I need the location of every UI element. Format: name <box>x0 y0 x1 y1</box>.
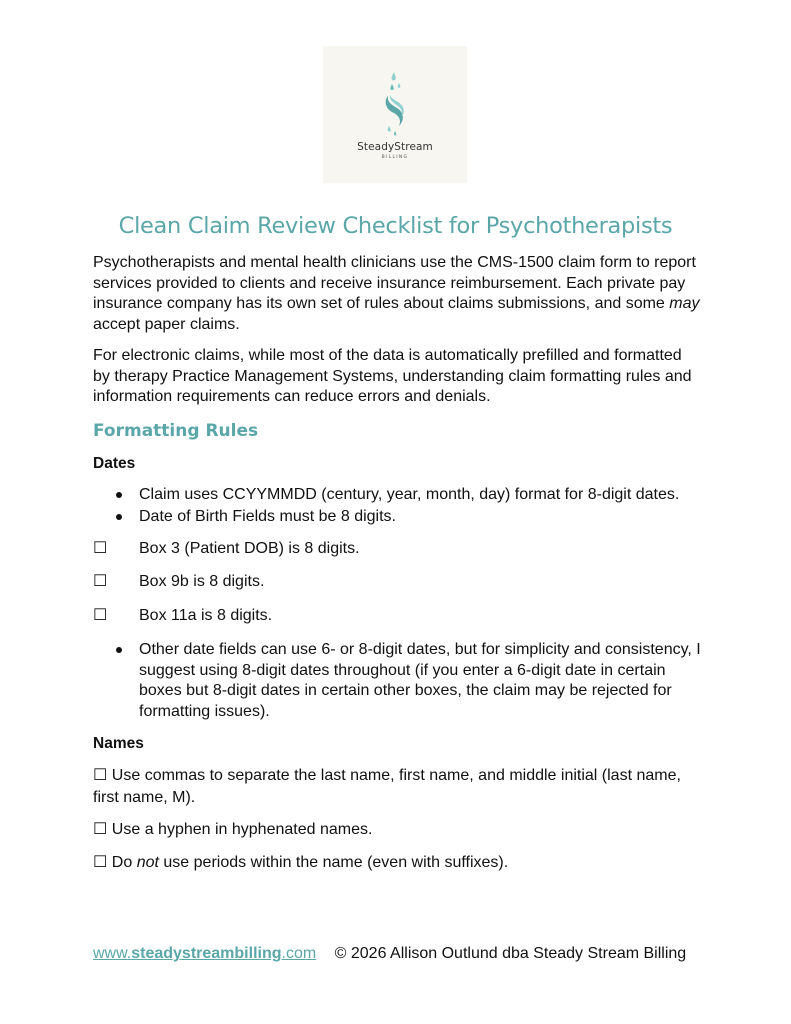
checkbox-icon[interactable]: ☐ <box>93 607 108 624</box>
dates-note-list <box>93 640 703 723</box>
checkbox-icon[interactable]: ☐ <box>93 573 108 590</box>
bullet-icon <box>116 492 122 498</box>
names-checklist-item-periods: ☐ Do not use periods within the name (even with suffixes). <box>93 854 509 871</box>
logo-subtitle: BILLING <box>381 155 409 160</box>
website-link[interactable]: www.steadystreambilling.com <box>93 945 317 962</box>
intro-paragraph-2: For electronic claims, while most of the data is automatically prefilled and formatted by therapy Practice Management Systems, understanding claim formatting rules and information requirements can reduce errors and denials. <box>93 347 692 406</box>
names-checklist-item-hyphen: ☐ Use a hyphen in hyphenated names. <box>93 821 373 838</box>
list-item: Date of Birth Fields must be 8 digits. <box>93 507 703 528</box>
subheading-dates: Dates <box>93 455 136 472</box>
footer <box>93 945 686 963</box>
logo <box>323 46 467 183</box>
names-checklist-item-commas: ☐ Use commas to separate the last name, first name, and middle initial (last name, first name, M). <box>93 767 681 806</box>
water-drop-s-logo-icon <box>378 70 412 140</box>
checkbox-icon[interactable]: ☐ <box>93 540 108 557</box>
checkbox-icon[interactable]: ☐ <box>93 767 108 784</box>
list-item: Claim uses CCYYMMDD (century, year, month, day) format for 8-digit dates. <box>93 485 703 506</box>
list-item: Other date fields can use 6- or 8-digit dates, but for simplicity and consistency, I suggest using 8-digit dates throughout (if you enter a 6-digit date in certain boxes but 8-digit dates in certain other boxes, the claim may be rejected for formatting issues). <box>93 640 703 723</box>
checkbox-icon[interactable]: ☐ <box>93 854 108 871</box>
subheading-names: Names <box>93 735 144 752</box>
logo-wordmark: SteadyStream <box>357 141 433 153</box>
intro-paragraph-1: Psychotherapists and mental health clinicians use the CMS-1500 claim form to report services provided to clients and receive insurance reimbursement. Each private pay insurance company has its own set of rules about claims submissions, and some may accept paper claims. <box>93 254 700 334</box>
bullet-icon <box>116 647 122 653</box>
bullet-icon <box>116 514 122 520</box>
copyright-text: © 2026 Allison Outlund dba Steady Stream Billing <box>334 945 687 962</box>
page-title: Clean Claim Review Checklist for Psychotherapists <box>118 213 673 239</box>
checkbox-icon[interactable]: ☐ <box>93 821 108 838</box>
dates-bullet-list <box>93 485 703 528</box>
section-heading-formatting-rules: Formatting Rules <box>93 421 259 441</box>
